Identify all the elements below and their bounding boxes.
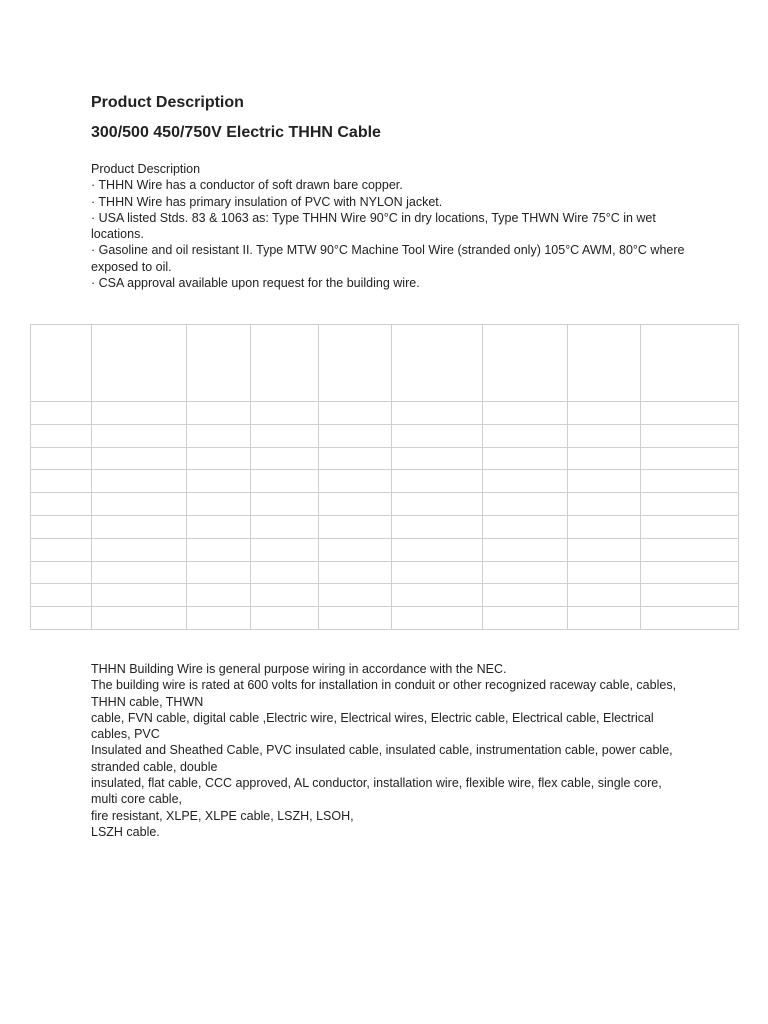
spec-table-cell — [92, 325, 187, 402]
spec-table-cell — [392, 493, 483, 516]
spec-table-cell — [319, 538, 392, 561]
spec-table-cell — [251, 584, 319, 607]
spec-table-row — [31, 538, 739, 561]
spec-table-body — [31, 325, 739, 630]
spec-table-cell — [251, 424, 319, 447]
spec-table-cell — [251, 515, 319, 538]
spec-table-cell — [483, 402, 568, 425]
spec-table-cell — [251, 447, 319, 470]
body-text-line: The building wire is rated at 600 volts for installation in conduit or other recognized raceway cable, cables, THHN cable, THWN — [91, 678, 677, 709]
body-text-line: cable, FVN cable, digital cable ,Electric wire, Electrical wires, Electric cable, Electrical cable, Electrical cables, PVC — [91, 710, 654, 742]
spec-table-cell — [568, 515, 641, 538]
spec-table-cell — [31, 584, 92, 607]
spec-table-cell — [187, 470, 251, 493]
spec-table-cell — [92, 424, 187, 447]
spec-table-cell — [92, 493, 187, 516]
spec-table-cell — [251, 493, 319, 516]
spec-table-cell — [31, 607, 92, 630]
spec-table-cell — [392, 561, 483, 584]
spec-table-cell — [392, 470, 483, 493]
spec-table-cell — [92, 402, 187, 425]
spec-table-cell — [483, 515, 568, 538]
spec-table-cell — [319, 325, 392, 402]
spec-table-cell — [319, 493, 392, 516]
body-text-line: THHN Building Wire is general purpose wiring in accordance with the NEC. — [91, 662, 507, 676]
spec-table-cell — [31, 424, 92, 447]
spec-table-cell — [641, 561, 739, 584]
spec-table-cell — [483, 493, 568, 516]
spec-table-cell — [568, 493, 641, 516]
spec-table-cell — [483, 607, 568, 630]
spec-table-cell — [483, 538, 568, 561]
spec-table-cell — [31, 493, 92, 516]
spec-table-cell — [31, 447, 92, 470]
spec-table-cell — [641, 493, 739, 516]
spec-table-header-row — [31, 325, 739, 402]
spec-table — [30, 324, 739, 630]
spec-table-cell — [568, 447, 641, 470]
spec-table-cell — [392, 325, 483, 402]
spec-table-row — [31, 515, 739, 538]
spec-table-cell — [187, 515, 251, 538]
spec-table-cell — [251, 325, 319, 402]
spec-table-row — [31, 424, 739, 447]
spec-table-cell — [187, 538, 251, 561]
spec-table-cell — [31, 561, 92, 584]
spec-table-cell — [392, 402, 483, 425]
body-text-block — [91, 661, 691, 840]
spec-table-cell — [483, 447, 568, 470]
spec-table-cell — [319, 470, 392, 493]
spec-table-cell — [392, 538, 483, 561]
description-label: Product Description — [91, 162, 201, 176]
spec-table-cell — [251, 470, 319, 493]
spec-table-cell — [641, 424, 739, 447]
spec-table-cell — [392, 584, 483, 607]
spec-table-cell — [641, 538, 739, 561]
spec-table-cell — [92, 447, 187, 470]
spec-table-cell — [319, 447, 392, 470]
spec-table-cell — [251, 402, 319, 425]
spec-table-cell — [483, 561, 568, 584]
spec-table-cell — [92, 538, 187, 561]
spec-table-cell — [319, 561, 392, 584]
spec-table-cell — [483, 424, 568, 447]
body-text-line: fire resistant, XLPE, XLPE cable, LSZH, LSOH, — [91, 808, 354, 823]
spec-table-row — [31, 402, 739, 425]
spec-table-cell — [641, 584, 739, 607]
spec-table-cell — [92, 607, 187, 630]
description-bullet: · THHN Wire has a conductor of soft drawn bare copper. — [91, 178, 403, 193]
spec-table-cell — [641, 515, 739, 538]
spec-table-cell — [92, 515, 187, 538]
spec-table-cell — [92, 470, 187, 493]
spec-table-cell — [568, 325, 641, 402]
spec-table-cell — [31, 325, 92, 402]
spec-table-row — [31, 561, 739, 584]
spec-table-cell — [641, 447, 739, 470]
spec-table-cell — [319, 584, 392, 607]
spec-table-cell — [251, 538, 319, 561]
spec-table-cell — [187, 325, 251, 402]
spec-table-cell — [568, 607, 641, 630]
spec-table-cell — [31, 470, 92, 493]
spec-table-cell — [568, 424, 641, 447]
spec-table-cell — [392, 424, 483, 447]
spec-table-cell — [319, 424, 392, 447]
spec-table-cell — [568, 470, 641, 493]
body-text-line: LSZH cable. — [91, 824, 160, 839]
spec-table-cell — [641, 607, 739, 630]
spec-table-cell — [187, 424, 251, 447]
spec-table-cell — [251, 561, 319, 584]
body-text-line: Insulated and Sheathed Cable, PVC insulated cable, insulated cable, instrumentation cable, power cable, stranded cable, double — [91, 743, 673, 774]
description-bullet: · THHN Wire has primary insulation of PVC with NYLON jacket. — [91, 194, 443, 209]
spec-table-cell — [392, 607, 483, 630]
spec-table-cell — [187, 607, 251, 630]
spec-table-cell — [392, 447, 483, 470]
spec-table-cell — [568, 584, 641, 607]
spec-table-cell — [568, 561, 641, 584]
spec-table-row — [31, 584, 739, 607]
spec-table-cell — [319, 515, 392, 538]
spec-table-cell — [187, 584, 251, 607]
spec-table-cell — [641, 402, 739, 425]
spec-table-cell — [319, 607, 392, 630]
spec-table-row — [31, 447, 739, 470]
description-bullet: · CSA approval available upon request for the building wire. — [91, 276, 420, 291]
spec-table-row — [31, 607, 739, 630]
spec-table-row — [31, 493, 739, 516]
spec-table-cell — [483, 325, 568, 402]
spec-table-cell — [92, 561, 187, 584]
spec-table-cell — [319, 402, 392, 425]
spec-table-row — [31, 470, 739, 493]
spec-table-cell — [187, 561, 251, 584]
spec-table-cell — [641, 325, 739, 402]
spec-table-cell — [483, 470, 568, 493]
spec-table-cell — [31, 515, 92, 538]
product-title: 300/500 450/750V Electric THHN Cable — [91, 124, 381, 141]
spec-table-cell — [568, 402, 641, 425]
description-bullet: · Gasoline and oil resistant II. Type MTW 90°C Machine Tool Wire (stranded only) 105°C AWM, 80°C where exposed to oil. — [91, 243, 685, 274]
spec-table-cell — [31, 538, 92, 561]
spec-table-cell — [187, 447, 251, 470]
spec-table-cell — [251, 607, 319, 630]
spec-table-cell — [187, 493, 251, 516]
spec-table-cell — [31, 402, 92, 425]
body-text-line: insulated, flat cable, CCC approved, AL conductor, installation wire, flexible wire, flex cable, single core, multi core cable, — [91, 776, 662, 807]
product-description-block — [91, 161, 691, 291]
spec-table-cell — [568, 538, 641, 561]
spec-table-cell — [187, 402, 251, 425]
spec-table-cell — [392, 515, 483, 538]
spec-table-cell — [92, 584, 187, 607]
section-heading: Product Description — [91, 94, 244, 111]
spec-table-cell — [483, 584, 568, 607]
spec-table-cell — [641, 470, 739, 493]
description-bullet: · USA listed Stds. 83 & 1063 as: Type THHN Wire 90°C in dry locations, Type THWN Wire 75°C in wet locations. — [91, 210, 656, 242]
